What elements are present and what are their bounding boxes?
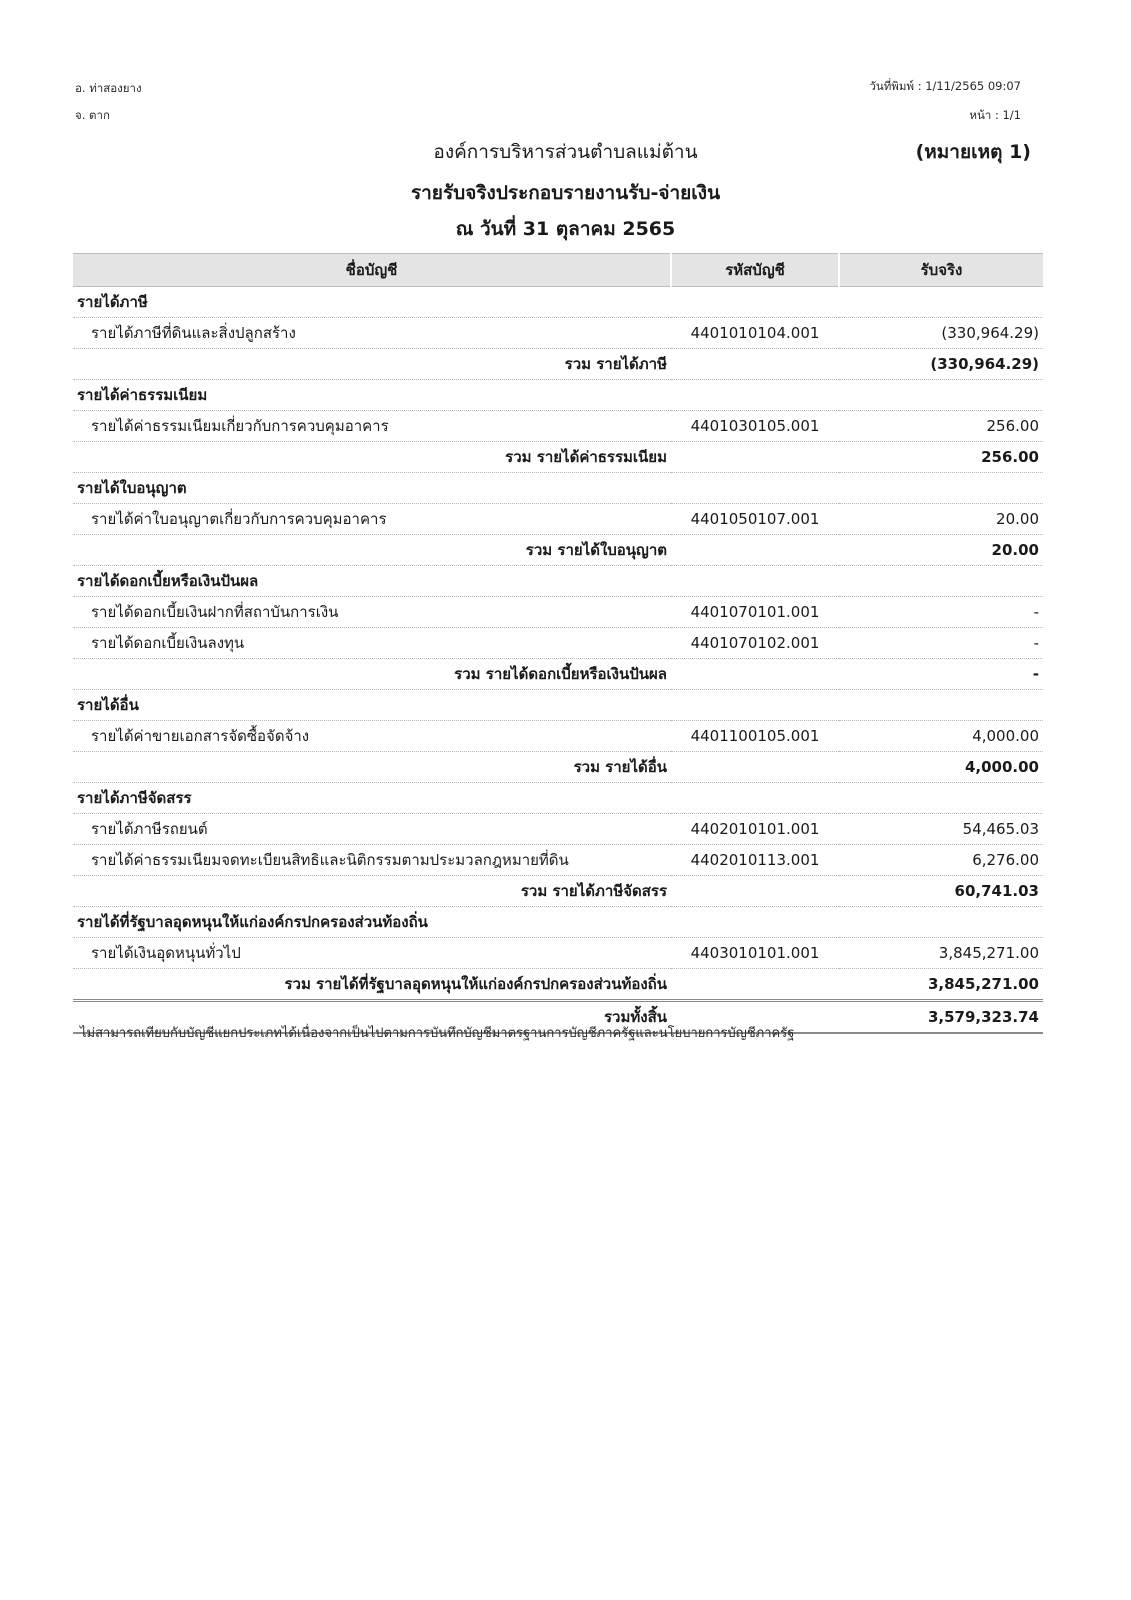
account-name-cell: รายได้ดอกเบี้ยเงินฝากที่สถาบันการเงิน xyxy=(73,597,671,628)
amount-cell: (330,964.29) xyxy=(839,318,1043,349)
account-name-cell: รวมทั้งสิ้น xyxy=(73,1001,671,1034)
amount-cell: - xyxy=(839,659,1043,690)
print-date: วันที่พิมพ์ : 1/11/2565 09:07 xyxy=(869,79,1021,93)
account-code-cell xyxy=(671,876,839,907)
account-code-cell: 4402010101.001 xyxy=(671,814,839,845)
organization-name: องค์การบริหารส่วนตำบลแม่ต้าน xyxy=(433,141,698,163)
table-row xyxy=(73,876,1043,907)
table-row xyxy=(73,814,1043,845)
amount-cell xyxy=(839,783,1043,814)
table-row xyxy=(73,473,1043,504)
amount-cell: 4,000.00 xyxy=(839,752,1043,783)
account-name-cell: รายได้ค่าใบอนุญาตเกี่ยวกับการควบคุมอาคาร xyxy=(73,504,671,535)
amount-cell xyxy=(839,473,1043,504)
account-code-cell xyxy=(671,690,839,721)
account-name-cell: รายได้ค่าธรรมเนียม xyxy=(73,380,671,411)
account-name-cell: รายได้ภาษีรถยนต์ xyxy=(73,814,671,845)
table-row xyxy=(73,287,1043,318)
table-row xyxy=(73,721,1043,752)
account-name-cell: รายได้ค่าธรรมเนียมเกี่ยวกับการควบคุมอาคาร xyxy=(73,411,671,442)
column-header-account-name: ชื่อบัญชี xyxy=(73,254,671,287)
report-date: ณ วันที่ 31 ตุลาคม 2565 xyxy=(455,218,676,240)
table-row xyxy=(73,349,1043,380)
table-row xyxy=(73,504,1043,535)
amount-cell xyxy=(839,287,1043,318)
table-row xyxy=(73,907,1043,938)
table-header-row xyxy=(73,254,1043,287)
account-name-cell: รวม รายได้ภาษีจัดสรร xyxy=(73,876,671,907)
table-row xyxy=(73,938,1043,969)
account-name-cell: รวม รายได้ภาษี xyxy=(73,349,671,380)
page-number: หน้า : 1/1 xyxy=(969,108,1021,122)
amount-cell: - xyxy=(839,597,1043,628)
account-name-cell: รายได้ภาษีที่ดินและสิ่งปลูกสร้าง xyxy=(73,318,671,349)
account-code-cell: 4401050107.001 xyxy=(671,504,839,535)
account-name-cell: รวม รายได้ที่รัฐบาลอุดหนุนให้แก่องค์กรปกครองส่วนท้องถิ่น xyxy=(73,969,671,1001)
amount-cell: 256.00 xyxy=(839,411,1043,442)
account-name-cell: รายได้เงินอุดหนุนทั่วไป xyxy=(73,938,671,969)
table-row xyxy=(73,659,1043,690)
account-code-cell xyxy=(671,535,839,566)
account-name-cell: รายได้ภาษีจัดสรร xyxy=(73,783,671,814)
column-header-account-code: รหัสบัญชี xyxy=(671,254,839,287)
amount-cell xyxy=(839,380,1043,411)
account-code-cell xyxy=(671,783,839,814)
amount-cell: 256.00 xyxy=(839,442,1043,473)
table-row xyxy=(73,535,1043,566)
amount-cell: 3,845,271.00 xyxy=(839,938,1043,969)
report-title: รายรับจริงประกอบรายงานรับ-จ่ายเงิน xyxy=(410,182,721,204)
note-reference: (หมายเหตุ 1) xyxy=(915,141,1031,163)
amount-cell xyxy=(839,690,1043,721)
account-code-cell: 4401010104.001 xyxy=(671,318,839,349)
account-code-cell: 4401100105.001 xyxy=(671,721,839,752)
account-name-cell: รายได้ค่าขายเอกสารจัดซื้อจัดจ้าง xyxy=(73,721,671,752)
province-label: จ. ตาก xyxy=(75,108,110,122)
account-code-cell xyxy=(671,349,839,380)
account-name-cell: รายได้ดอกเบี้ยเงินลงทุน xyxy=(73,628,671,659)
column-header-amount: รับจริง xyxy=(839,254,1043,287)
footer-note: ไม่สามารถเทียบกับบัญชีแยกประเภทได้เนื่องจากเป็นไปตามการบันทึกบัญชีมาตรฐานการบัญชีภาครัฐและนโยบายการบัญชีภาครัฐ xyxy=(80,1026,795,1041)
account-name-cell: รายได้ค่าธรรมเนียมจดทะเบียนสิทธิและนิติกรรมตามประมวลกฎหมายที่ดิน xyxy=(73,845,671,876)
account-name-cell: รวม รายได้อื่น xyxy=(73,752,671,783)
account-code-cell xyxy=(671,473,839,504)
table-row xyxy=(73,318,1043,349)
amount-cell: 60,741.03 xyxy=(839,876,1043,907)
account-code-cell: 4401070102.001 xyxy=(671,628,839,659)
table-row xyxy=(73,690,1043,721)
district-label: อ. ท่าสองยาง xyxy=(75,81,142,95)
table-row xyxy=(73,442,1043,473)
table-row xyxy=(73,628,1043,659)
amount-cell: 20.00 xyxy=(839,535,1043,566)
account-code-cell xyxy=(671,442,839,473)
table-row xyxy=(73,845,1043,876)
revenue-table xyxy=(73,253,1043,1034)
account-name-cell: รายได้อื่น xyxy=(73,690,671,721)
account-name-cell: รายได้ใบอนุญาต xyxy=(73,473,671,504)
table-row xyxy=(73,566,1043,597)
amount-cell: 3,845,271.00 xyxy=(839,969,1043,1001)
table-row xyxy=(73,411,1043,442)
amount-cell: 6,276.00 xyxy=(839,845,1043,876)
account-name-cell: รายได้ภาษี xyxy=(73,287,671,318)
amount-cell: 3,579,323.74 xyxy=(839,1001,1043,1034)
table-row xyxy=(73,597,1043,628)
table-row xyxy=(73,380,1043,411)
amount-cell xyxy=(839,907,1043,938)
account-code-cell: 4402010113.001 xyxy=(671,845,839,876)
table-row xyxy=(73,783,1043,814)
account-code-cell xyxy=(671,752,839,783)
account-code-cell xyxy=(671,287,839,318)
amount-cell: 54,465.03 xyxy=(839,814,1043,845)
account-code-cell xyxy=(671,380,839,411)
amount-cell: 4,000.00 xyxy=(839,721,1043,752)
account-name-cell: รวม รายได้ใบอนุญาต xyxy=(73,535,671,566)
account-name-cell: รายได้ที่รัฐบาลอุดหนุนให้แก่องค์กรปกครองส่วนท้องถิ่น xyxy=(73,907,671,938)
account-code-cell: 4401070101.001 xyxy=(671,597,839,628)
account-name-cell: รายได้ดอกเบี้ยหรือเงินปันผล xyxy=(73,566,671,597)
account-code-cell xyxy=(671,969,839,1001)
account-code-cell xyxy=(671,659,839,690)
table-row xyxy=(73,752,1043,783)
account-code-cell xyxy=(671,566,839,597)
account-name-cell: รวม รายได้ค่าธรรมเนียม xyxy=(73,442,671,473)
account-code-cell xyxy=(671,907,839,938)
amount-cell: 20.00 xyxy=(839,504,1043,535)
account-code-cell: 4401030105.001 xyxy=(671,411,839,442)
account-name-cell: รวม รายได้ดอกเบี้ยหรือเงินปันผล xyxy=(73,659,671,690)
amount-cell xyxy=(839,566,1043,597)
table-row xyxy=(73,969,1043,1001)
amount-cell: - xyxy=(839,628,1043,659)
amount-cell: (330,964.29) xyxy=(839,349,1043,380)
account-code-cell: 4403010101.001 xyxy=(671,938,839,969)
